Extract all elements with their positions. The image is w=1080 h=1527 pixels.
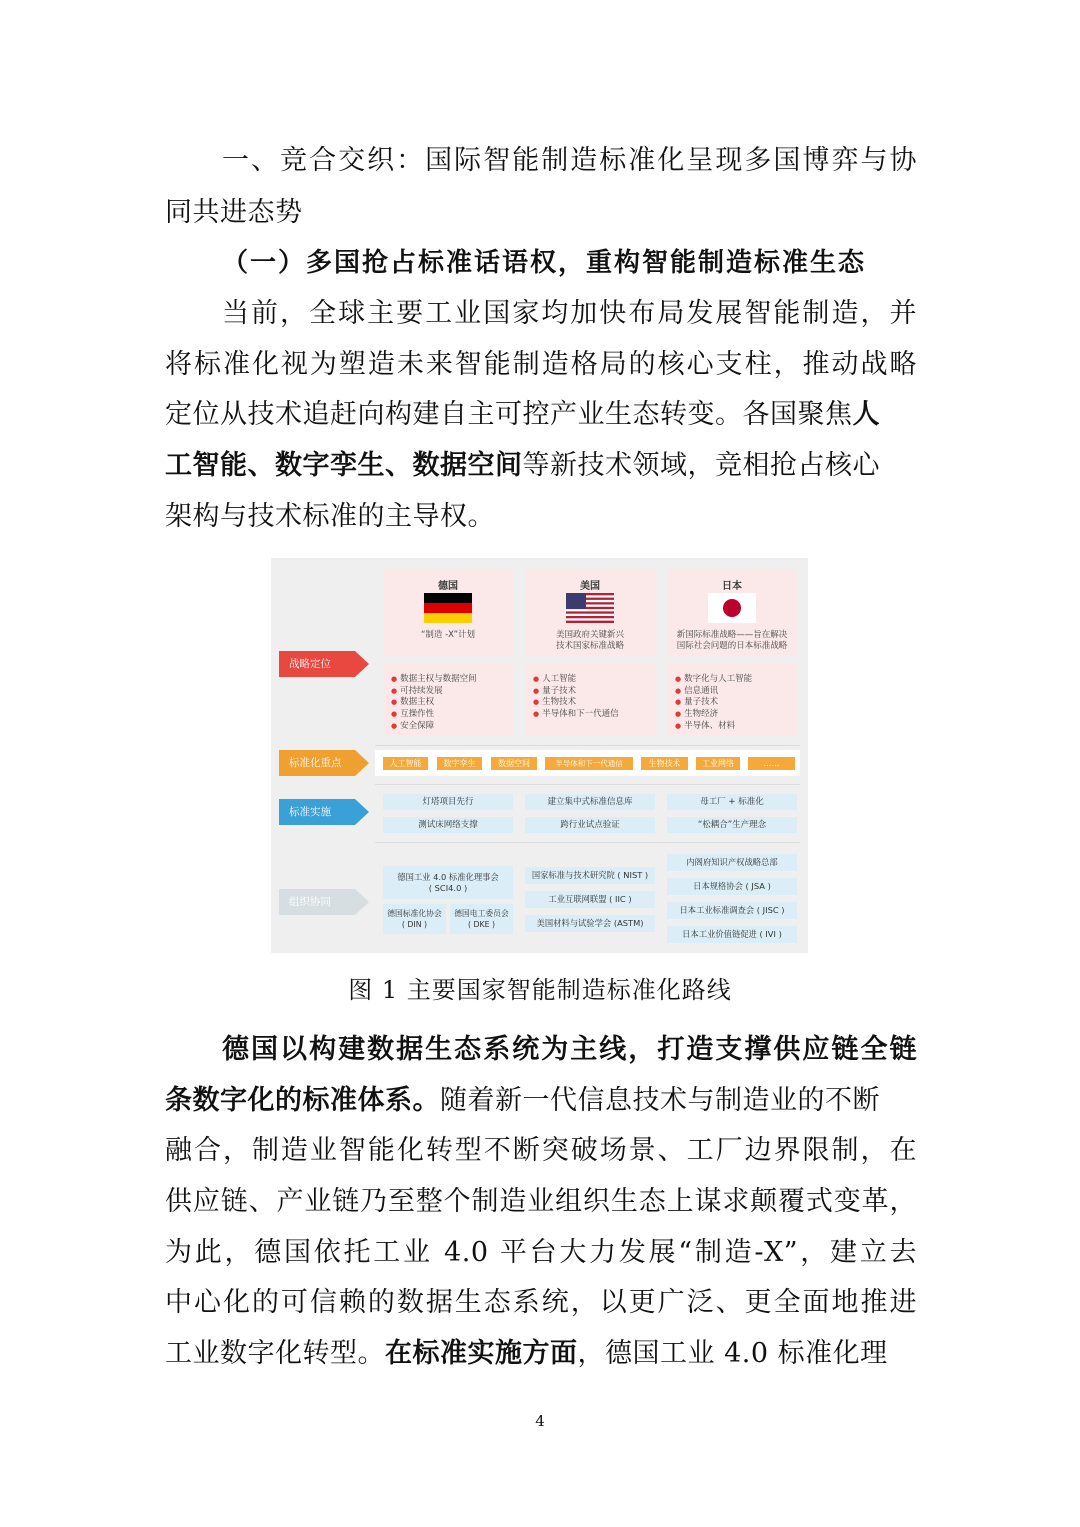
paragraph-2-line-7-bold: 在标准实施方面 [385, 1338, 578, 1369]
paragraph-2-line-2 [165, 1084, 917, 1118]
org-japan-item: 日本工业标准调查会 ( JISC ) [667, 902, 797, 919]
focus-tag: …… [748, 757, 795, 770]
section-heading-line-2: 同共进态势 [165, 197, 303, 228]
paragraph-2-line-5: 为此，德国依托工业 4.0 平台大力发展“制造-X”，建立去 [165, 1237, 917, 1268]
org-japan-item: 内阁府知识产权战略总部 [667, 854, 797, 871]
org-us-item: 美国材料与试验学会 (ASTM) [525, 915, 655, 932]
bullet-item: ● 生物技术 [533, 697, 619, 709]
org-dke: 德国电工委员会 ( DKE ) [450, 904, 513, 934]
page-number: 4 [535, 1412, 545, 1430]
bullet-item: ● 生物经济 [675, 709, 752, 721]
subsection-heading: （一）多国抢占标准话语权，重构智能制造标准生态 [222, 248, 867, 278]
bullet-item: ● 信息通讯 [675, 686, 752, 698]
bullet-item: ● 数据主权 [391, 697, 477, 709]
country-plan-japan: 新国际标准战略——旨在解决 国际社会问题的日本标准战略 [676, 630, 788, 651]
bullet-item: ● 数字化与人工智能 [675, 674, 752, 686]
strategy-bullets-germany [383, 664, 513, 736]
country-name-germany: 德国 [438, 581, 458, 592]
paragraph-2-line-1: 德国以构建数据生态系统为主线，打造支撑供应链全链 [222, 1034, 917, 1065]
arrow-right-icon [355, 651, 369, 677]
bullet-item: ● 半导体、材料 [675, 721, 752, 733]
paragraph-1-line-5: 架构与技术标准的主导权。 [165, 501, 495, 532]
country-name-us: 美国 [580, 581, 600, 592]
us-flag-icon [566, 593, 614, 623]
paragraph-1-line-2: 将标准化视为塑造未来智能制造格局的核心支柱，推动战略 [165, 349, 917, 380]
strategy-bullets-japan [667, 664, 797, 736]
paragraph-1-line-1: 当前，全球主要工业国家均加快布局发展智能制造，并 [222, 298, 917, 329]
paragraph-2-line-7-tail: ，德国工业 4.0 标准化理 [577, 1338, 888, 1369]
paragraph-1-line-3 [165, 398, 917, 432]
divider [375, 784, 800, 785]
implementation-item: 建立集中式标准信息库 [525, 794, 655, 810]
focus-tag: 数字孪生 [437, 757, 482, 770]
focus-tags-band [375, 750, 800, 776]
arrow-right-icon [355, 799, 369, 825]
paragraph-2-line-2-text: 随着新一代信息技术与制造业的不断 [440, 1085, 880, 1116]
bullet-item: ● 人工智能 [533, 674, 619, 686]
paragraph-2-line-7-text: 工业数字化转型。 [165, 1338, 385, 1369]
arrow-right-icon [355, 750, 369, 776]
strategy-bullets-us [525, 664, 655, 736]
org-japan-item: 日本工业价值链促进 ( IVI ) [667, 926, 797, 943]
divider [375, 842, 800, 843]
org-din: 德国标准化协会 ( DIN ) [383, 904, 446, 934]
bullet-item: ● 量子技术 [675, 697, 752, 709]
row-label-organization: 组织协同 [279, 889, 355, 915]
org-sci40: 德国工业 4.0 标准化理事会 ( SCI4.0 ) [383, 866, 513, 899]
focus-tag: 人工智能 [383, 757, 428, 770]
implementation-item: 灯塔项目先行 [383, 794, 513, 810]
country-plan-us: 美国政府关键新兴 技术国家标准战略 [555, 630, 624, 651]
focus-tag: 半导体和下一代通信 [545, 757, 633, 770]
figure-caption: 图 1 主要国家智能制造标准化路线 [348, 976, 732, 1004]
bullet-item: ● 半导体和下一代通信 [533, 709, 619, 721]
paragraph-1-line-3-bold: 人 [852, 399, 880, 430]
paragraph-1-line-3-text: 定位从技术追赶向构建自主可控产业生态转变。各国聚焦 [165, 399, 853, 430]
focus-tag: 数据空间 [491, 757, 537, 770]
org-japan-item: 日本规格协会 ( JSA ) [667, 878, 797, 895]
row-label-strategy: 战略定位 [279, 651, 355, 677]
row-label-focus: 标准化重点 [279, 750, 355, 776]
country-panel-japan [667, 569, 797, 655]
paragraph-1-line-4-text: 等新技术领域，竞相抢占核心 [522, 450, 880, 481]
paragraph-2-line-3: 融合，制造业智能化转型不断突破场景、工厂边界限制，在 [165, 1135, 917, 1166]
paragraph-2-line-2-bold: 条数字化的标准体系。 [165, 1085, 440, 1116]
bullet-item: ● 互操作性 [391, 709, 477, 721]
org-us-item: 工业互联网联盟 ( IIC ) [525, 891, 655, 908]
divider [375, 745, 800, 746]
country-panel-germany [383, 569, 513, 655]
paragraph-2-line-6: 中心化的可信赖的数据生态系统，以更广泛、更全面地推进 [165, 1287, 917, 1318]
implementation-item: 测试床网络支撑 [383, 817, 513, 833]
focus-tag: 工业网络 [696, 757, 740, 770]
org-us-item: 国家标准与技术研究院 ( NIST ) [525, 867, 655, 884]
bullet-item: ● 可持续发展 [391, 686, 477, 698]
bullet-item: ● 量子技术 [533, 686, 619, 698]
germany-flag-icon [424, 593, 472, 623]
standardization-roadmap-figure [271, 558, 808, 953]
implementation-item: 母工厂 + 标准化 [667, 794, 797, 810]
paragraph-2-line-7 [165, 1337, 917, 1371]
paragraph-1-line-4-bold: 工智能、数字孪生、数据空间 [165, 450, 523, 481]
country-panel-us [525, 569, 655, 655]
bullet-item: ● 安全保障 [391, 721, 477, 733]
country-name-japan: 日本 [722, 581, 742, 592]
paragraph-1-line-4 [165, 449, 917, 483]
japan-flag-icon [708, 593, 756, 623]
bullet-item: ● 数据主权与数据空间 [391, 674, 477, 686]
row-label-implementation: 标准实施 [279, 799, 355, 825]
implementation-item: “松耦合”生产理念 [667, 817, 797, 833]
implementation-item: 跨行业试点验证 [525, 817, 655, 833]
focus-tag: 生物技术 [641, 757, 688, 770]
section-heading-line-1: 一、竞合交织：国际智能制造标准化呈现多国博弈与协 [222, 145, 917, 176]
country-plan-germany: “制造 -X”计划 [420, 630, 476, 640]
paragraph-2-line-4: 供应链、产业链乃至整个制造业组织生态上谋求颠覆式变革， [165, 1186, 917, 1217]
arrow-right-icon [355, 889, 369, 915]
